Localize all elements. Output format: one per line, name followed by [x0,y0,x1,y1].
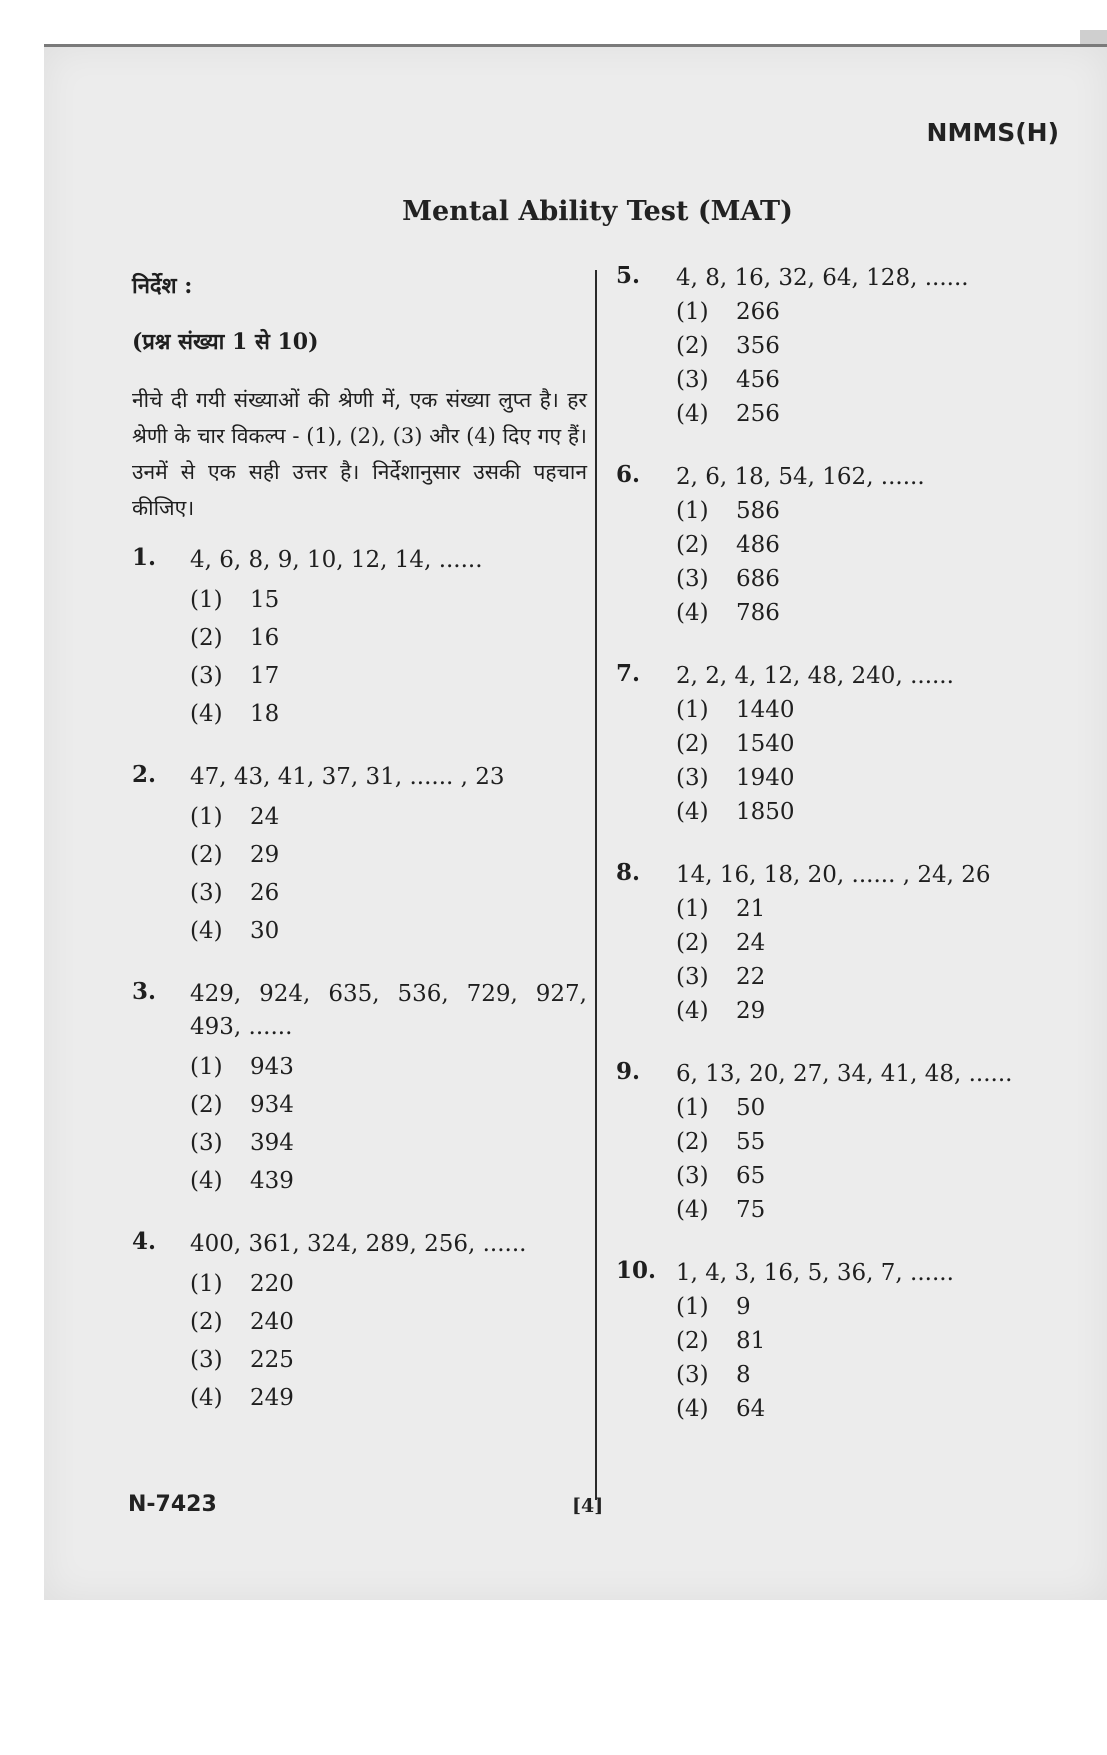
directions-range: (प्रश्न संख्या 1 से 10) [132,329,319,355]
option-3[interactable]: (3) 22 [676,964,766,990]
question-text: 47, 43, 41, 37, 31, ...... , 23 [190,764,505,790]
question-number: 3. [132,978,157,1005]
page-number: [4] [572,1495,604,1517]
option-1[interactable]: (1) 21 [676,896,766,922]
question-8 [616,859,1056,1028]
option-1[interactable]: (1) 220 [190,1271,294,1297]
question-number: 4. [132,1228,157,1255]
page-title: Mental Ability Test (MAT) [402,196,793,227]
option-1[interactable]: (1) 943 [190,1054,294,1080]
option-2[interactable]: (2) 16 [190,625,280,651]
question-text: 400, 361, 324, 289, 256, ...... [190,1231,527,1257]
option-3[interactable]: (3) 65 [676,1163,766,1189]
question-text: 4, 6, 8, 9, 10, 12, 14, ...... [190,547,483,573]
option-3[interactable]: (3) 394 [190,1130,294,1156]
question-text: 6, 13, 20, 27, 34, 41, 48, ...... [676,1061,1013,1087]
question-text: 1, 4, 3, 16, 5, 36, 7, ...... [676,1260,954,1286]
question-6 [616,461,1056,630]
option-3[interactable]: (3) 8 [676,1362,751,1388]
option-2[interactable]: (2) 240 [190,1309,294,1335]
option-4[interactable]: (4) 30 [190,918,280,944]
question-number: 5. [616,262,641,289]
option-2[interactable]: (2) 24 [676,930,766,956]
option-4[interactable]: (4) 256 [676,401,780,427]
question-5 [616,262,1056,431]
question-number: 10. [616,1257,657,1284]
option-3[interactable]: (3) 225 [190,1347,294,1373]
option-4[interactable]: (4) 18 [190,701,280,727]
question-text: 14, 16, 18, 20, ...... , 24, 26 [676,862,991,888]
left-column [132,270,587,1417]
question-text: 2, 6, 18, 54, 162, ...... [676,464,925,490]
option-2[interactable]: (2) 486 [676,532,780,558]
option-2[interactable]: (2) 934 [190,1092,294,1118]
question-number: 6. [616,461,641,488]
question-2 [132,761,587,950]
right-column [616,262,1056,1426]
option-2[interactable]: (2) 1540 [676,731,795,757]
question-4 [132,1228,587,1417]
directions-heading: निर्देश : [132,273,193,299]
question-text: 4, 8, 16, 32, 64, 128, ...... [676,265,969,291]
question-number: 2. [132,761,157,788]
booklet-code: N-7423 [128,1492,217,1517]
option-2[interactable]: (2) 356 [676,333,780,359]
option-1[interactable]: (1) 266 [676,299,780,325]
question-10 [616,1257,1056,1426]
option-1[interactable]: (1) 586 [676,498,780,524]
option-1[interactable]: (1) 15 [190,587,280,613]
question-1 [132,544,587,733]
option-1[interactable]: (1) 9 [676,1294,751,1320]
option-4[interactable]: (4) 29 [676,998,766,1024]
paper-top-edge [44,44,1107,47]
option-3[interactable]: (3) 1940 [676,765,795,791]
question-text: 429, 924, 635, 536, 729, 927, 493, ...... [190,981,587,1040]
option-4[interactable]: (4) 75 [676,1197,766,1223]
option-4[interactable]: (4) 786 [676,600,780,626]
question-number: 9. [616,1058,641,1085]
question-number: 1. [132,544,157,571]
question-3 [132,978,587,1200]
option-1[interactable]: (1) 50 [676,1095,766,1121]
question-number: 7. [616,660,641,687]
option-1[interactable]: (1) 24 [190,804,280,830]
question-7 [616,660,1056,829]
directions-body: नीचे दी गयी संख्याओं की श्रेणी में, एक संख्या लुप्त है। हर श्रेणी के चार विकल्प - (1), (2), (3) और (4) दिए गए हैं। उनमें से एक सही उत्तर है। निर्देशानुसार उसकी पहचान कीजिए। [132,388,587,520]
question-number: 8. [616,859,641,886]
option-4[interactable]: (4) 64 [676,1396,766,1422]
option-2[interactable]: (2) 81 [676,1328,766,1354]
option-2[interactable]: (2) 55 [676,1129,766,1155]
paper-corner [1080,30,1107,44]
option-1[interactable]: (1) 1440 [676,697,795,723]
option-2[interactable]: (2) 29 [190,842,280,868]
column-divider [595,270,597,1500]
question-9 [616,1058,1056,1227]
option-3[interactable]: (3) 26 [190,880,280,906]
option-3[interactable]: (3) 17 [190,663,280,689]
option-4[interactable]: (4) 439 [190,1168,294,1194]
option-4[interactable]: (4) 249 [190,1385,294,1411]
exam-code: NMMS(H) [926,118,1059,147]
option-4[interactable]: (4) 1850 [676,799,795,825]
option-3[interactable]: (3) 686 [676,566,780,592]
question-text: 2, 2, 4, 12, 48, 240, ...... [676,663,954,689]
option-3[interactable]: (3) 456 [676,367,780,393]
